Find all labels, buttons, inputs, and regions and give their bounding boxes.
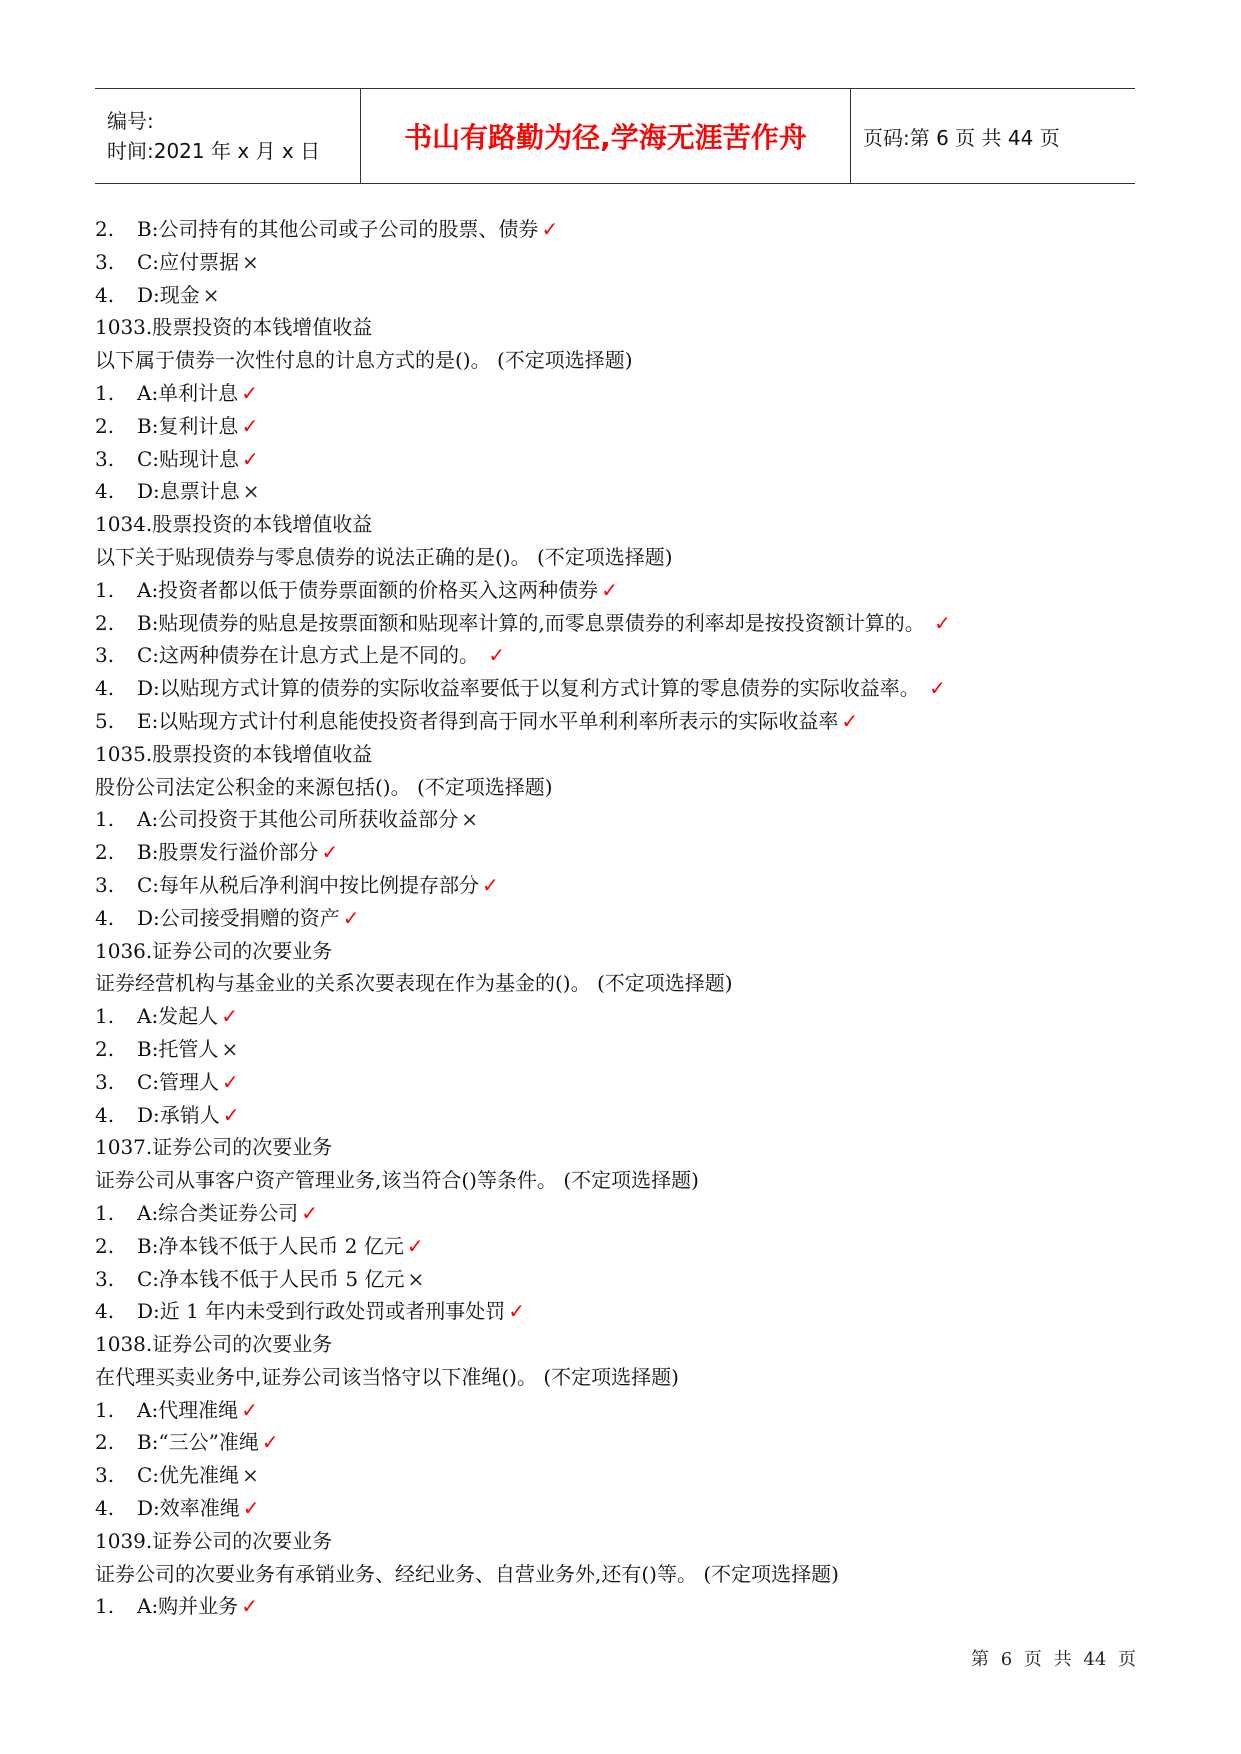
- option-number: 4.: [95, 479, 115, 504]
- answer-option: [95, 1295, 1140, 1328]
- option-number: 5.: [95, 708, 115, 733]
- check-mark-icon: ✓: [841, 708, 859, 733]
- option-number: 3.: [95, 1266, 115, 1291]
- check-mark-icon: ✓: [241, 1397, 258, 1422]
- cross-mark-icon: ×: [242, 1463, 259, 1488]
- question-heading: 1035.股票投资的本钱增值收益: [95, 741, 373, 766]
- answer-option: [95, 213, 1140, 246]
- answer-option: [95, 1426, 1140, 1459]
- answer-option: [95, 1394, 1140, 1427]
- question-text: 在代理买卖业务中,证券公司该当恪守以下准绳()。 (不定项选择题): [95, 1364, 679, 1389]
- option-text: C:这两种债券在计息方式上是不同的。: [137, 643, 486, 668]
- check-mark-icon: ✓: [482, 872, 499, 897]
- option-text: A:发起人: [137, 1004, 219, 1029]
- option-number: 2.: [95, 840, 115, 865]
- answer-option: [95, 705, 1140, 738]
- option-text: B:“三公”准绳: [137, 1430, 259, 1455]
- check-mark-icon: ✓: [222, 1102, 240, 1127]
- option-number: 2.: [95, 1430, 115, 1455]
- cross-mark-icon: ×: [202, 282, 220, 307]
- answer-option: [95, 246, 1140, 279]
- option-text: D:承销人: [137, 1102, 220, 1127]
- check-mark-icon: ✓: [601, 577, 618, 602]
- answer-option: [95, 1230, 1140, 1263]
- check-mark-icon: ✓: [241, 380, 258, 405]
- footer-page-number: 第 6 页 共 44 页: [971, 1649, 1136, 1670]
- header-page-cell: [851, 89, 1135, 183]
- option-text: A:代理准绳: [137, 1397, 239, 1422]
- option-number: 1.: [95, 807, 115, 832]
- header-page-label: 页码:第 6 页 共 44 页: [863, 125, 1060, 150]
- check-mark-icon: ✓: [242, 1496, 260, 1521]
- option-text: B:公司持有的其他公司或子公司的股票、债券: [137, 217, 539, 241]
- question-text: 证券经营机构与基金业的关系次要表现在作为基金的()。 (不定项选择题): [95, 971, 733, 996]
- answer-option: [95, 1459, 1140, 1492]
- option-number: 4.: [95, 1102, 115, 1127]
- check-mark-icon: ✓: [508, 1299, 525, 1324]
- cross-mark-icon: ×: [407, 1266, 425, 1291]
- answer-option: [95, 1590, 1140, 1623]
- answer-option: [95, 1066, 1140, 1099]
- check-mark-icon: ✓: [929, 676, 946, 701]
- answer-option: [95, 1263, 1140, 1296]
- option-text: D:近 1 年内未受到行政处罚或者刑事处罚: [137, 1299, 506, 1324]
- option-number: 4.: [95, 1299, 115, 1324]
- option-text: B:复利计息: [137, 413, 239, 438]
- check-mark-icon: ✓: [221, 1004, 238, 1029]
- option-number: 3.: [95, 1069, 115, 1094]
- question-heading: 1034.股票投资的本钱增值收益: [95, 512, 373, 537]
- check-mark-icon: ✓: [321, 840, 339, 865]
- option-number: 4.: [95, 676, 115, 701]
- option-number: 3.: [95, 249, 115, 274]
- question-text: 股份公司法定公积金的来源包括()。 (不定项选择题): [95, 774, 553, 799]
- check-mark-icon: ✓: [241, 1594, 258, 1619]
- option-text: D:以贴现方式计算的债券的实际收益率要低于以复利方式计算的零息债券的实际收益率。: [137, 676, 927, 701]
- answer-option: [95, 902, 1140, 935]
- option-text: C:贴现计息: [137, 446, 240, 471]
- question-content: [95, 213, 1140, 1623]
- option-text: A:公司投资于其他公司所获收益部分: [137, 807, 459, 832]
- option-text: D:现金: [137, 282, 200, 307]
- header-motto-cell: [360, 89, 851, 183]
- option-text: D:息票计息: [137, 479, 240, 504]
- page-header: [95, 88, 1135, 184]
- answer-option: [95, 836, 1140, 869]
- option-text: B:净本钱不低于人民币 2 亿元: [137, 1233, 404, 1258]
- option-number: 2.: [95, 1233, 115, 1258]
- option-number: 1.: [95, 577, 115, 602]
- answer-option: [95, 1099, 1140, 1132]
- question-text: 以下属于债券一次性付息的计息方式的是()。 (不定项选择题): [95, 348, 633, 373]
- option-number: 3.: [95, 446, 115, 471]
- option-text: B:股票发行溢价部分: [137, 840, 319, 865]
- answer-option: [95, 672, 1140, 705]
- answer-option: [95, 639, 1140, 672]
- answer-option: [95, 869, 1140, 902]
- option-text: C:净本钱不低于人民币 5 亿元: [137, 1266, 405, 1291]
- cross-mark-icon: ×: [221, 1036, 239, 1061]
- motto-text: 书山有路勤为径,学海无涯苦作舟: [404, 121, 807, 154]
- check-mark-icon: ✓: [242, 446, 259, 471]
- option-number: 2.: [95, 413, 115, 438]
- check-mark-icon: ✓: [241, 413, 259, 438]
- option-number: 1.: [95, 1004, 115, 1029]
- check-mark-icon: ✓: [342, 905, 360, 930]
- option-number: 3.: [95, 872, 115, 897]
- option-text: A:单利计息: [137, 380, 239, 405]
- answer-option: [95, 475, 1140, 508]
- cross-mark-icon: ×: [242, 249, 259, 274]
- answer-option: [95, 1197, 1140, 1230]
- option-text: C:应付票据: [137, 249, 240, 274]
- option-number: 2.: [95, 1036, 115, 1061]
- option-text: B:托管人: [137, 1036, 219, 1061]
- option-number: 3.: [95, 1463, 115, 1488]
- option-text: A:综合类证券公司: [137, 1200, 299, 1225]
- check-mark-icon: ✓: [222, 1069, 239, 1094]
- option-number: 1.: [95, 380, 115, 405]
- question-heading: 1038.证券公司的次要业务: [95, 1332, 333, 1357]
- option-text: C:优先准绳: [137, 1463, 240, 1488]
- option-text: D:公司接受捐赠的资产: [137, 905, 340, 930]
- question-heading: 1036.证券公司的次要业务: [95, 938, 333, 963]
- check-mark-icon: ✓: [261, 1430, 279, 1455]
- option-text: A:购并业务: [137, 1594, 239, 1619]
- option-number: 4.: [95, 905, 115, 930]
- answer-option: [95, 574, 1140, 607]
- answer-option: [95, 279, 1140, 312]
- option-text: B:贴现债券的贴息是按票面额和贴现率计算的,而零息票债券的利率却是按投资额计算的。: [137, 610, 932, 635]
- check-mark-icon: ✓: [541, 217, 559, 241]
- answer-option: [95, 1000, 1140, 1033]
- option-text: D:效率准绳: [137, 1496, 240, 1521]
- answer-option: [95, 410, 1140, 443]
- option-number: 1.: [95, 1200, 115, 1225]
- check-mark-icon: ✓: [301, 1200, 318, 1225]
- cross-mark-icon: ×: [461, 807, 478, 832]
- header-left-cell: [95, 89, 360, 183]
- question-text: 证券公司从事客户资产管理业务,该当符合()等条件。 (不定项选择题): [95, 1168, 699, 1193]
- option-text: C:每年从税后净利润中按比例提存部分: [137, 872, 480, 897]
- answer-option: [95, 607, 1140, 640]
- check-mark-icon: ✓: [934, 610, 951, 635]
- option-number: 2.: [95, 610, 115, 635]
- question-text: 以下关于贴现债券与零息债券的说法正确的是()。 (不定项选择题): [95, 544, 673, 569]
- question-text: 证券公司的次要业务有承销业务、经纪业务、自营业务外,还有()等。 (不定项选择题): [95, 1561, 839, 1586]
- option-text: C:管理人: [137, 1069, 220, 1094]
- time-label: 时间:2021 年 x 月 x 日: [107, 139, 321, 163]
- option-number: 4.: [95, 282, 115, 307]
- option-number: 3.: [95, 643, 115, 668]
- option-number: 4.: [95, 1496, 115, 1521]
- option-text: A:投资者都以低于债券票面额的价格买入这两种债券: [137, 577, 599, 602]
- question-heading: 1033.股票投资的本钱增值收益: [95, 315, 373, 340]
- check-mark-icon: ✓: [488, 643, 506, 668]
- check-mark-icon: ✓: [406, 1233, 424, 1258]
- number-label: 编号:: [107, 109, 154, 133]
- answer-option: [95, 1492, 1140, 1525]
- question-heading: 1037.证券公司的次要业务: [95, 1135, 333, 1160]
- cross-mark-icon: ×: [242, 479, 260, 504]
- page-footer: [971, 1645, 1136, 1671]
- option-number: 2.: [95, 217, 115, 241]
- option-number: 1.: [95, 1397, 115, 1422]
- answer-option: [95, 443, 1140, 476]
- question-heading: 1039.证券公司的次要业务: [95, 1528, 333, 1553]
- option-number: 1.: [95, 1594, 115, 1619]
- answer-option: [95, 377, 1140, 410]
- answer-option: [95, 803, 1140, 836]
- option-text: E:以贴现方式计付利息能使投资者得到高于同水平单利利率所表示的实际收益率: [137, 708, 839, 733]
- answer-option: [95, 1033, 1140, 1066]
